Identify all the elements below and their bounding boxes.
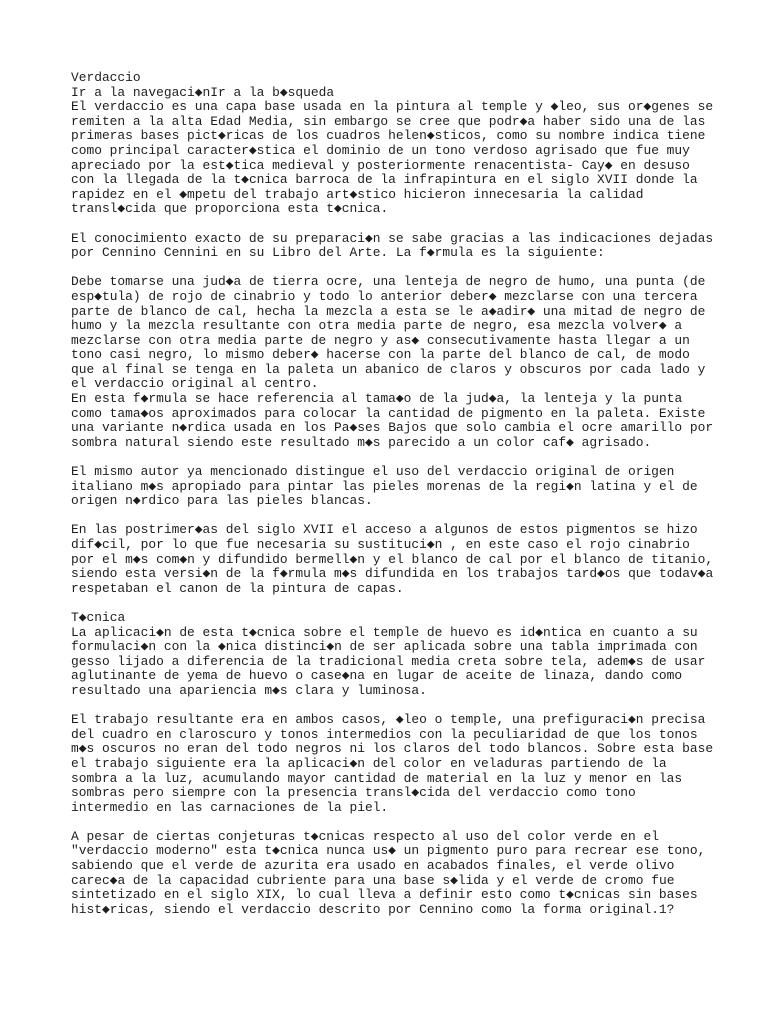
paragraph: El conocimiento exacto de su preparaci◆n se sabe gracias a las indicaciones dejadas por Cennino Cennini en su Libro del Arte. La f◆rmula es la siguiente:	[71, 230, 714, 261]
document-body	[71, 70, 714, 917]
paragraph: En esta f◆rmula se hace referencia al tama◆o de la jud◆a, la lenteja y la punta como tama◆os aproximados para colocar la cantidad de pigmento en la paleta. Existe una variante n◆rdica usada en los Pa◆ses Bajos que solo cambia el ocre amarillo por sombra natural siendo este resultado m◆s parecido a un color caf◆ agrisado.	[71, 391, 714, 450]
paragraph: La aplicaci◆n de esta t◆cnica sobre el temple de huevo es id◆ntica en cuanto a su formulaci◆n con la ◆nica distinci◆n de ser aplicada sobre una tabla imprimada con gesso lijado a diferencia de la tradicional media creta sobre tela, adem◆s de usar aglutinante de yema de huevo o case◆na en lugar de aceite de linaza, dando como resultado una apariencia m◆s clara y luminosa.	[71, 624, 706, 698]
paragraph: Ir a la navegaci◆nIr a la b◆squeda	[71, 84, 335, 100]
section-heading: T◆cnica	[71, 609, 126, 625]
paragraph: En las postrimer◆as del siglo XVII el acceso a algunos de estos pigmentos se hizo dif◆cil, por lo que fue necesaria su sustituci◆n , en este caso el rojo cinabrio por el m◆s com◆n y difundido bermell◆n y el blanco de cal por el blanco de titanio, siendo esta versi◆n de la f◆rmula m◆s difundida en los trabajos tard◆os que todav◆a respetaban el canon de la pintura de capas.	[71, 522, 714, 596]
paragraph: El mismo autor ya mencionado distingue el uso del verdaccio original de origen italiano m◆s apropiado para pintar las pieles morenas de la regi◆n latina y el de origen n◆rdico para las pieles blancas.	[71, 464, 698, 509]
paragraph: El trabajo resultante era en ambos casos, ◆leo o temple, una prefiguraci◆n precisa del cuadro en claroscuro y tonos intermedios con la peculiaridad de que los tonos m◆s oscuros no eran del todo negros ni los claros del todo blancos. Sobre esta base el trabajo siguiente era la aplicaci◆n del color en veladuras partiendo de la sombra a la luz, acumulando mayor cantidad de material en la luz y menor en las sombras pero siempre con la presencia transl◆cida del verdaccio como tono intermedio en las carnaciones de la piel.	[71, 712, 714, 815]
paragraph: El verdaccio es una capa base usada en la pintura al temple y ◆leo, sus or◆genes se remiten a la alta Edad Media, sin embargo se cree que podr◆a haber sido una de las primeras bases pict◆ricas de los cuadros helen◆sticos, como su nombre indica tiene como principal caracter◆stica el dominio de un tono verdoso agrisado que fue muy apreciado por la est◆tica medieval y posteriormente renacentista- Cay◆ en desuso con la llegada de la t◆cnica barroca de la infrapintura en el siglo XVII donde la rapidez en el ◆mpetu del trabajo art◆stico hicieron innecesaria la calidad transl◆cida que proporciona esta t◆cnica.	[71, 99, 714, 217]
paragraph: Debe tomarse una jud◆a de tierra ocre, una lenteja de negro de humo, una punta (de esp◆tula) de rojo de cinabrio y todo lo anterior deber◆ mezclarse con una tercera parte de blanco de cal, hecha la mezcla a esta se le a◆adir◆ una mitad de negro de humo y la mezcla resultante con otra media parte de negro, esa mezcla volver◆ a mezclarse con otra media parte de negro y as◆ consecutivamente hasta llegar a un tono casi negro, lo mismo deber◆ hacerse con la parte del blanco de cal, de modo que al final se tenga en la paleta un abanico de claros y obscuros por cada lado y el verdaccio original al centro.	[71, 274, 706, 392]
document-title: Verdaccio	[71, 70, 141, 85]
paragraph: A pesar de ciertas conjeturas t◆cnicas respecto al uso del color verde en el "verdaccio moderno" esta t◆cnica nunca us◆ un pigmento puro para recrear ese tono, sabiendo que el verde de azurita era usado en acabados finales, el verde olivo carec◆a de la capacidad cubriente para una base s◆lida y el verde de cromo fue sintetizado en el siglo XIX, lo cual lleva a definir esto como t◆cnicas sin bases hist◆ricas, siendo el verdaccio descrito por Cennino como la forma original.1?	[71, 828, 706, 917]
